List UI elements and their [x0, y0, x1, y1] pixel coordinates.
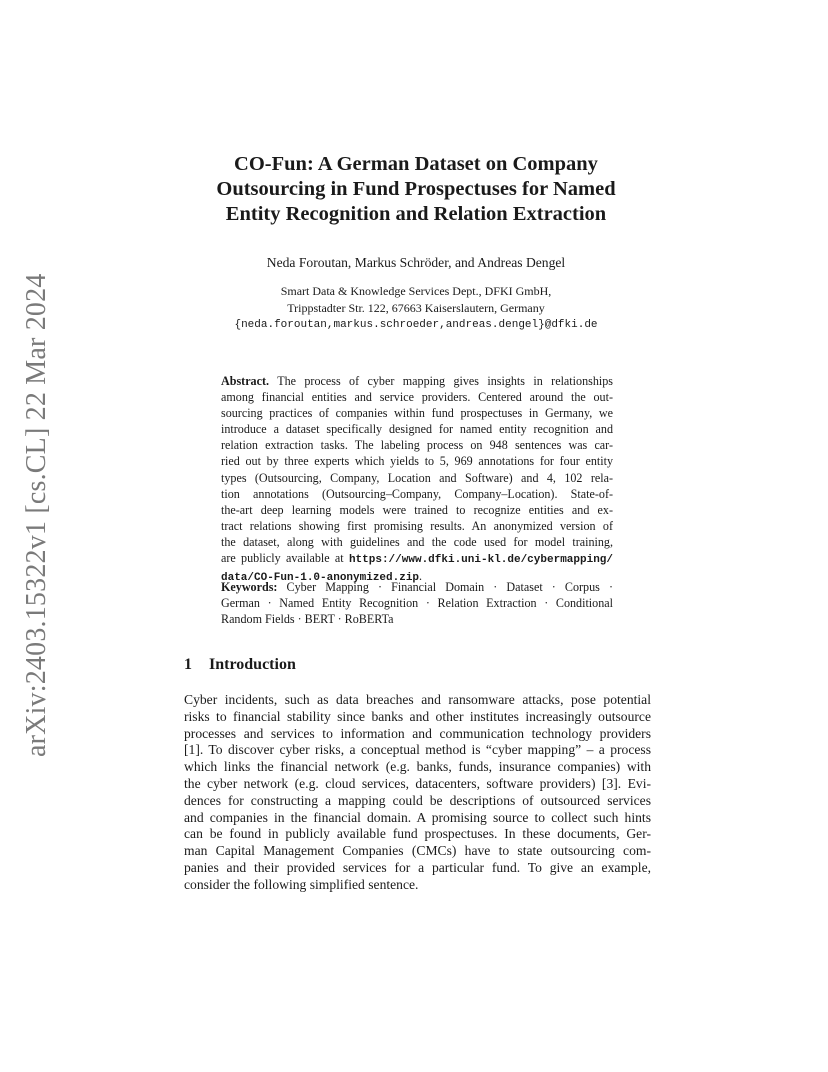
title-line: Entity Recognition and Relation Extraction [225, 203, 607, 225]
paragraph-line: man Capital Management Companies (CMCs) have to state outsourcing com- [184, 843, 651, 859]
author-list: Neda Foroutan, Markus Schröder, and Andreas Dengel [266, 255, 566, 270]
abstract-line: introduce a dataset specifically designed for named entity recognition and [221, 422, 613, 437]
paragraph-line: processes and services to information and communication technology providers [184, 725, 651, 741]
paragraph-line: the cyber network (e.g. cloud services, datacenters, software providers) [3]. Evi- [184, 775, 651, 791]
abstract-line: tract relations showing first promising results. An anonymized version of [221, 518, 613, 533]
paragraph-line: panies and their provided services for a particular fund. To give an example, [184, 859, 651, 875]
abstract-text: The process of cyber mapping gives insights in relationships [269, 374, 613, 388]
abstract-line: types (Outsourcing, Company, Location and Software) and 4, 102 rela- [221, 470, 613, 485]
arxiv-identifier: arXiv:2403.15322v1 [cs.CL] 22 Mar 2024 [21, 273, 52, 757]
introduction-paragraph [184, 692, 651, 894]
keywords-line [221, 580, 613, 596]
paragraph-line: which links the financial network (e.g. banks, funds, insurance companies) with [184, 759, 651, 775]
keywords-text: Cyber Mapping · Financial Domain · Dataset · Corpus · [277, 580, 613, 594]
abstract-line [221, 550, 613, 568]
abstract-label: Abstract. [221, 374, 270, 388]
dataset-url-continued[interactable]: data/CO-Fun-1.0-anonymized.zip [221, 572, 420, 585]
section-number: 1 [184, 656, 192, 673]
keywords-label: Keywords: [221, 580, 278, 594]
affiliation [180, 283, 652, 334]
paragraph-line: and companies in the financial domain. A promising source to collect such hints [184, 809, 651, 825]
paragraph-line: Cyber incidents, such as data breaches and ransomware attacks, pose potential [184, 692, 651, 707]
keywords-line: Random Fields · BERT · RoBERTa [221, 611, 394, 626]
abstract-line: tion annotations (Outsourcing–Company, Company–Location). State-of- [221, 486, 613, 501]
abstract [221, 373, 613, 586]
author-emails: {neda.foroutan,markus.schroeder,andreas.dengel}@dfki.de [234, 319, 598, 331]
section-heading-introduction [184, 655, 296, 675]
paragraph-line: [1]. To discover cyber risks, a conceptual method is “cyber mapping” – a process [184, 742, 651, 758]
abstract-text: are publicly available at [221, 551, 349, 566]
abstract-line: sourcing practices of companies within fund prospectuses in Germany, we [221, 406, 613, 421]
paper-title [180, 152, 652, 227]
keywords-line: German · Named Entity Recognition · Relation Extraction · Conditional [221, 595, 613, 610]
paragraph-line: consider the following simplified sentence. [184, 876, 419, 892]
abstract-line: relation extraction tasks. The labeling process on 948 sentences was car- [221, 438, 613, 453]
title-line: Outsourcing in Fund Prospectuses for Named [216, 178, 616, 200]
abstract-line: ried out by three experts which yields to 5, 969 annotations for four entity [221, 454, 613, 469]
abstract-line: the-art deep learning models were trained to recognize entities and ex- [221, 502, 613, 517]
paragraph-line: risks to financial stability since banks and other institutes increasingly outsource [184, 708, 651, 724]
abstract-line [221, 373, 613, 389]
dataset-url[interactable]: https://www.dfki.uni-kl.de/cybermapping/ [348, 554, 613, 567]
paragraph-line: can be found in publicly available fund prospectuses. In these documents, Ger- [184, 826, 651, 842]
abstract-line: the dataset, along with guidelines and the code used for model training, [221, 534, 613, 549]
affiliation-line: Trippstadter Str. 122, 67663 Kaiserslautern, Germany [287, 301, 545, 315]
paragraph-line: dences for constructing a mapping could be descriptions of outsourced services [184, 792, 651, 808]
keywords [221, 580, 613, 627]
abstract-line: among financial entities and service providers. Centered around the out- [221, 390, 613, 405]
title-line: CO-Fun: A German Dataset on Company [234, 153, 598, 175]
section-title: Introduction [209, 656, 296, 673]
abstract-text: . [419, 569, 423, 584]
affiliation-line: Smart Data & Knowledge Services Dept., DFKI GmbH, [280, 284, 552, 298]
